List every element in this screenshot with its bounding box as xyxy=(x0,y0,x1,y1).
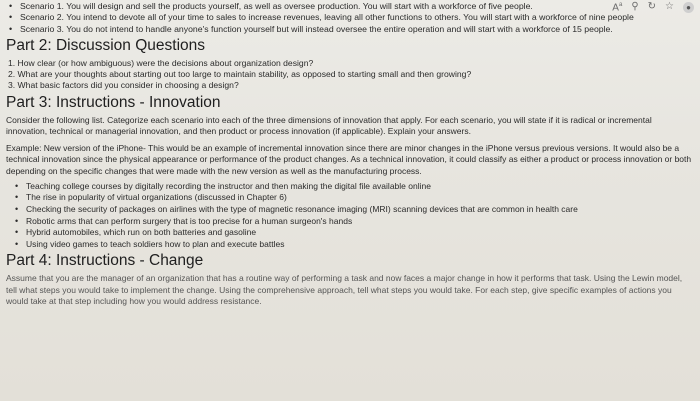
list-item: • The rise in popularity of virtual organizations (discussed in Chapter 6) xyxy=(12,192,694,204)
star-icon[interactable]: ☆ xyxy=(665,1,674,12)
list-item: 2. What are your thoughts about starting out too large to maintain stability, as opposed to starting small and then growing? xyxy=(8,69,472,80)
list-item: 1. How clear (or how ambiguous) were the decisions about organization design? xyxy=(8,57,314,68)
list-item: • Using video games to teach soldiers how to plan and execute battles xyxy=(12,239,694,251)
text-size-icon[interactable]: $A^a$ xyxy=(612,2,623,14)
search-icon[interactable]: ⚲ xyxy=(631,1,639,12)
part2-heading: Part 2: Discussion Questions xyxy=(6,36,206,54)
list-item: • Hybrid automobiles, which run on both batteries and gasoline xyxy=(12,227,694,239)
list-item: • Scenario 2. You intend to devote all of your time to sales to increase revenues, leaving all other functions to others. You will start with a workforce of nine people xyxy=(6,12,694,23)
list-item: • Teaching college courses by digitally recording the instructor and then making the digital file available online xyxy=(12,181,694,193)
profile-icon[interactable]: ● xyxy=(683,2,694,13)
scenario-list xyxy=(6,1,694,35)
document-content xyxy=(6,1,694,307)
list-item: • Scenario 1. You will design and sell the products yourself, as well as oversee production. You will start with a workforce of five people. xyxy=(6,1,694,12)
list-item: • Checking the security of packages on airlines with the type of magnetic resonance imaging (MRI) scanning devices that are common in health care xyxy=(12,204,694,216)
innovation-list xyxy=(12,181,694,251)
part3-intro: Consider the following list. Categorize each scenario into each of the three dimensions of innovation that apply. For each scenario, you will state if it is radical or incremental innovation, technical or managerial innovation, and then product or process innovation (if applicable). Explain your answers. xyxy=(6,114,652,136)
refresh-icon[interactable]: ↻ xyxy=(647,1,657,12)
list-item: • Robotic arms that can perform surgery that is too precise for a human surgeon's hands xyxy=(12,216,694,228)
part4-text: Assume that you are the manager of an organization that has a routine way of performing a task and now faces a major change in how it performs that task. Using the Lewin model, tell what steps you would take to implement the change. Using the comprehensive approach, tell what steps you would take. For each step, give specific examples of actions you would take at that step including how you would address resistance. xyxy=(6,273,683,306)
part3-heading: Part 3: Instructions - Innovation xyxy=(6,93,221,111)
discussion-questions xyxy=(6,58,694,92)
list-item: • Scenario 3. You do not intend to handle anyone's function yourself but will instead oversee the entire operation and will start with a workforce of 15 people. xyxy=(6,24,694,35)
part3-example: Example: New version of the iPhone- This would be an example of incremental innovation since there are minor changes in the iPhone versus previous versions. It would also be a technical innovation since the physical appearance or performance of the product changes. As a technical innovation, it could classify as either a product or process innovation or both depending on the specific changes that were made with the new version as well as the manufacturing process. xyxy=(6,143,692,176)
list-item: 3. What basic factors did you consider in choosing a design? xyxy=(8,80,239,91)
part4-heading: Part 4: Instructions - Change xyxy=(6,252,204,270)
